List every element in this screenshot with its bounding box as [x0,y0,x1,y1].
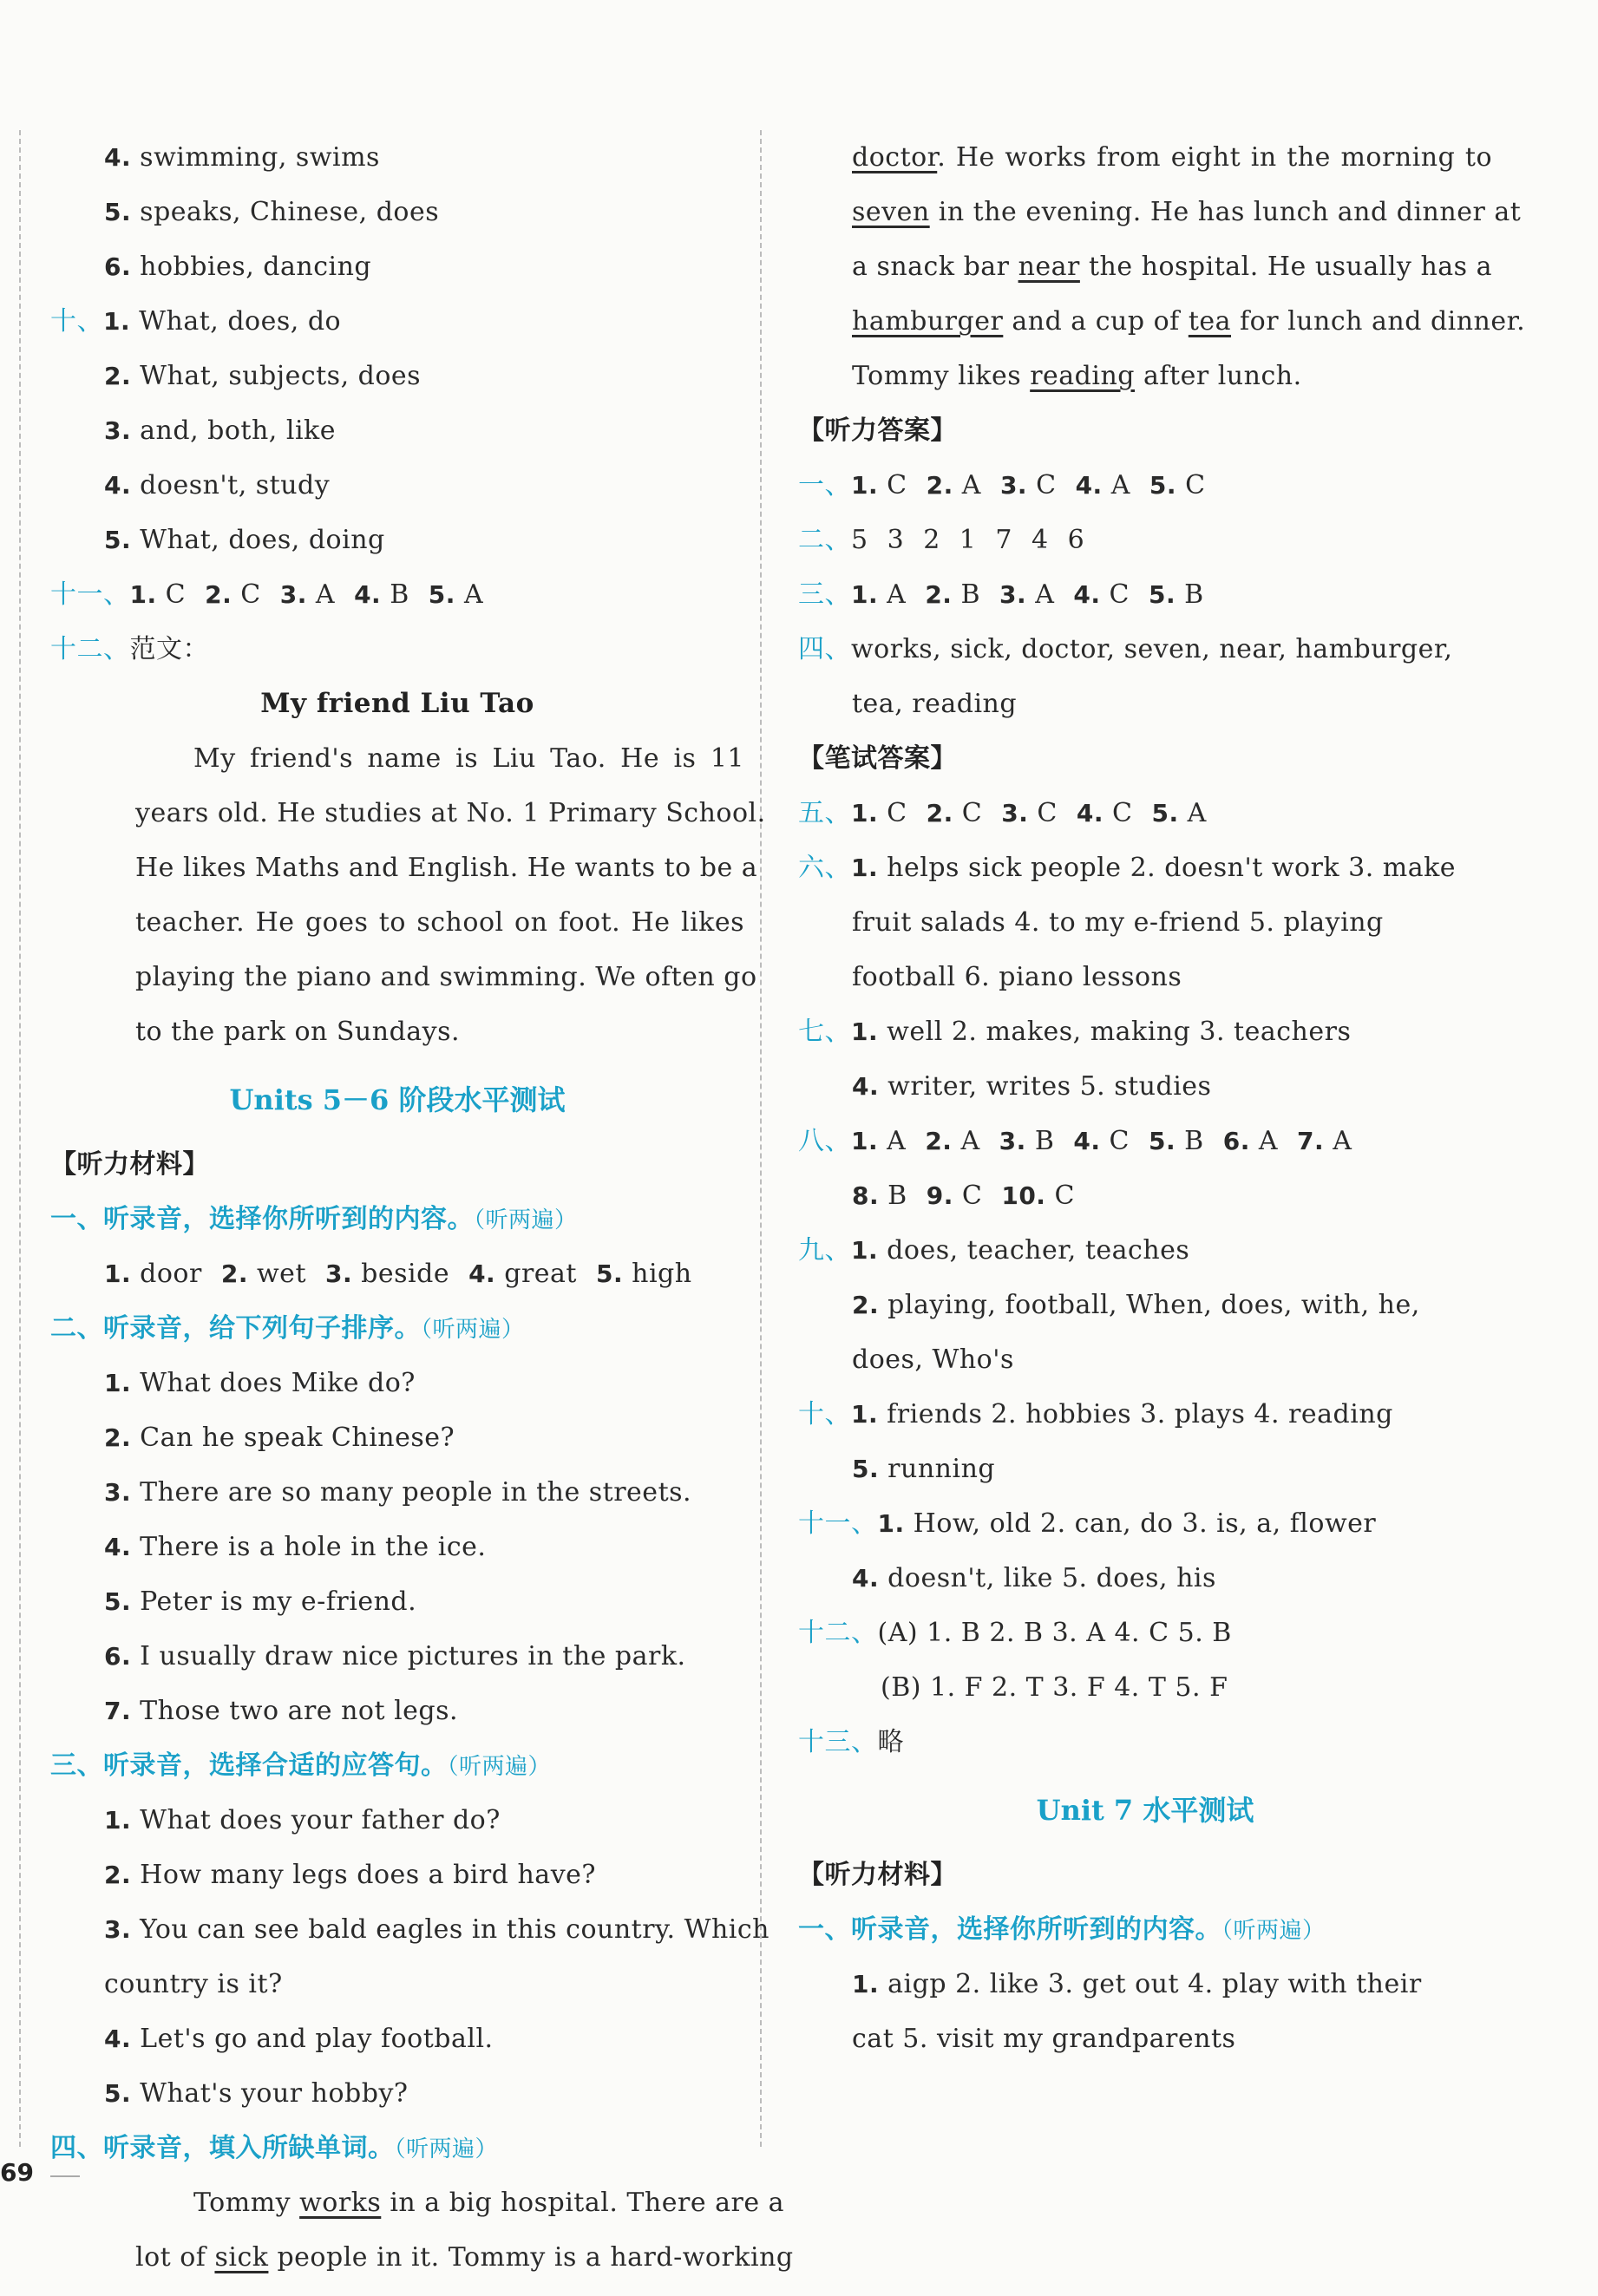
item-text: swimming, swims [140,142,380,173]
left-line-6 [50,458,744,513]
right-line-1: 一、1. C 2. A 3. C 4. A 5. C [798,470,1206,500]
left-line-28: country is it? [104,1969,283,1999]
column-divider-center [760,130,762,2147]
filled-word: seven [852,197,930,227]
item-number: 1. [104,1806,132,1835]
item-text: I usually draw nice pictures in the park. [140,1641,686,1671]
right-column [798,130,1526,2066]
essay-line: He likes Maths and English. He wants to be a [135,853,758,883]
item-text: aigp 2. like 3. get out 4. play with their [887,1969,1422,1999]
bracket-heading: 【笔试答案】 [798,743,957,774]
item-number: 1. [104,1259,132,1288]
left-line-3 [50,294,744,349]
left-line-2 [50,239,744,294]
section-title: Unit 7 水平测试 [1036,1794,1254,1827]
item-number: 7. [104,1697,132,1725]
question-label: 四、 [798,634,851,664]
question-label: 十一、 [50,579,130,610]
right-line-19 [798,1442,1492,1496]
question-heading [798,1902,1492,1957]
filled-word: works [299,2188,382,2218]
item-number: 3. [325,1259,353,1288]
item-text: Can he speak Chinese? [140,1423,455,1453]
item-number: 5. [1149,471,1177,500]
right-line-2 [798,513,1492,567]
item-text: Peter is my e-friend. [140,1586,417,1617]
question-label: 二、 [798,525,851,555]
item-number: 4. [852,1564,880,1593]
item-text: 范文： [129,634,209,664]
right-line-13: 八、1. A 2. A 3. B 4. C 5. B 6. A 7. A [798,1126,1352,1156]
item-value: 3 [887,525,905,555]
right-line-11 [798,1004,1492,1059]
item-text: and, both, like [140,415,336,446]
essay-title: My friend Liu Tao [260,688,534,719]
item-number: 1. [851,799,879,827]
item-number: 4. [104,2025,132,2053]
right-line-18 [798,1387,1492,1442]
question-label: 十二、 [50,634,130,664]
filled-word: tea [1188,306,1232,337]
item-number: 1. [851,1127,879,1155]
item-number: 3. [999,471,1028,500]
item-number: 1. [103,307,131,336]
item-text: What, does, doing [140,525,385,555]
item-number: 4. [104,143,132,172]
item-text: running [887,1454,996,1484]
item-number: 6. [104,252,132,281]
right-line-12 [798,1059,1492,1114]
item-text: What, subjects, does [140,361,422,391]
right-line-29: cat 5. visit my grandparents [852,2024,1236,2054]
item-number: 4. [852,1072,880,1101]
item-text: does, teacher, teaches [887,1235,1190,1266]
item-number: 1. [851,1400,879,1429]
left-line-15: 1. door 2. wet 3. beside 4. great 5. high [104,1259,692,1289]
item-number: 5. [1151,799,1179,827]
item-number: 3. [1001,799,1029,827]
left-line-19 [50,1465,744,1520]
heading-note: （听两遍） [474,1207,578,1233]
item-number: 6. [104,1642,132,1671]
item-text: writer, writes 5. studies [887,1071,1212,1102]
left-line-29 [50,2011,744,2066]
question-label: 七、 [798,1017,851,1047]
item-number: 3. [104,416,132,445]
item-number: 3. [104,1478,132,1507]
item-text: works, sick, doctor, seven, near, hamburger, [851,634,1453,664]
heading-note: （听两遍） [1221,1918,1326,1944]
dictation-line: lot of sick people in it. Tommy is a hard-working [135,2242,794,2273]
item-value: 5 [851,525,868,555]
question-heading [50,1301,744,1356]
item-number: 2. [926,799,953,827]
right-line-7: 五、1. C 2. C 3. C 4. C 5. A [798,798,1207,828]
left-line-8: 十一、1. C 2. C 3. A 4. B 5. A [50,579,484,610]
right-line-23: (B) 1. F 2. T 3. F 4. T 5. F [881,1672,1228,1703]
item-text: helps sick people 2. doesn't work 3. make [887,853,1457,883]
left-line-1 [50,185,744,239]
right-line-5: tea, reading [852,689,1018,719]
left-line-20 [50,1520,744,1574]
heading-note: （听两遍） [394,2136,499,2162]
item-number: 2. [104,1861,132,1889]
item-number: 4. [104,1533,132,1561]
item-number: 3. [279,580,307,609]
left-line-25 [50,1793,744,1848]
item-number: 5. [1149,580,1176,609]
item-number: 5. [104,2079,132,2108]
item-number: 5. [1149,1127,1176,1155]
item-number: 6. [1222,1127,1250,1155]
right-line-16 [798,1278,1492,1332]
item-value: 2 [923,525,940,555]
item-number: 10. [1001,1181,1046,1210]
left-line-4 [50,349,744,403]
item-number: 1. [104,1369,132,1397]
item-text: doesn't, like 5. does, his [887,1563,1216,1593]
bracket-heading: 【听力答案】 [798,415,957,446]
right-line-22 [798,1606,1492,1660]
left-line-7 [50,513,744,567]
item-text: How many legs does a bird have? [140,1860,596,1890]
item-number: 3. [104,1915,132,1944]
item-number: 2. [104,1423,132,1452]
item-text: What does Mike do? [140,1368,416,1398]
right-line-10: football 6. piano lessons [852,962,1182,992]
dictation-line: Tommy works in a big hospital. There are a [193,2188,785,2218]
question-label: 十三、 [798,1727,878,1757]
right-line-17: does, Who's [852,1344,1014,1375]
question-label: 三、 [798,579,851,610]
item-number: 1. [851,1017,879,1046]
item-number: 7. [1297,1127,1325,1155]
bracket-heading: 【听力材料】 [50,1149,209,1180]
item-text: playing, football, When, does, with, he, [887,1290,1420,1320]
left-line-0 [50,130,744,185]
item-number: 2. [104,362,132,390]
item-value: 6 [1067,525,1085,555]
left-line-27 [50,1902,770,1957]
left-line-30 [50,2066,744,2121]
left-line-17 [50,1356,744,1410]
item-number: 5. [428,580,455,609]
item-number: 5. [595,1259,624,1288]
item-number: 2. [925,580,953,609]
item-number: 4. [104,471,132,500]
right-line-3: 三、1. A 2. B 3. A 4. C 5. B [798,579,1204,610]
right-line-9: fruit salads 4. to my e-friend 5. playing [852,907,1384,938]
item-number: 4. [1073,580,1101,609]
item-text: What does your father do? [140,1805,501,1835]
dictation-line: a snack bar near the hospital. He usually has a [852,252,1492,282]
heading-text: 二、听录音，给下列句子排序。 [50,1313,421,1344]
item-number: 2. [205,580,232,609]
left-line-5 [50,403,744,458]
heading-text: 一、听录音，选择你所听到的内容。 [798,1914,1221,1945]
item-number: 4. [1075,471,1103,500]
heading-note: （听两遍） [447,1754,552,1780]
question-heading [50,2121,744,2175]
essay-line: My friend's name is Liu Tao. He is 11 [193,743,744,774]
right-line-14: 8. B 9. C 10. C [852,1181,1075,1211]
item-text: speaks, Chinese, does [140,197,440,227]
left-line-23 [50,1684,744,1738]
filled-word: hamburger [852,306,1004,337]
item-number: 5. [104,526,132,554]
item-number: 1. [877,1509,905,1538]
item-number: 1. [851,471,879,500]
item-number: 8. [852,1181,880,1210]
item-text: well 2. makes, making 3. teachers [887,1017,1352,1047]
item-number: 9. [926,1181,953,1210]
item-text: Let's go and play football. [140,2024,494,2054]
question-label: 一、 [798,470,851,500]
item-value: 1 [959,525,977,555]
item-number: 4. [354,580,382,609]
item-value: 7 [995,525,1012,555]
item-text: There are so many people in the streets. [140,1477,692,1508]
item-number: 5. [852,1455,880,1483]
right-line-15 [798,1223,1492,1278]
left-line-26 [50,1848,744,1902]
left-column [50,130,794,2285]
item-text: What's your hobby? [140,2078,409,2109]
item-number: 3. [999,580,1027,609]
question-label: 十、 [798,1399,851,1429]
item-number: 4. [1073,1127,1101,1155]
question-label: 九、 [798,1235,851,1266]
heading-text: 四、听录音，填入所缺单词。 [50,2133,395,2163]
essay-line: teacher. He goes to school on foot. He likes [135,907,744,938]
left-line-9 [50,622,744,677]
page-number-rule [50,2175,80,2177]
right-line-24 [798,1715,1492,1769]
question-heading [50,1738,744,1793]
item-number: 4. [1076,799,1104,827]
filled-word: reading [1030,361,1135,391]
dictation-line: Tommy likes reading after lunch. [852,361,1302,391]
item-number: 5. [104,1587,132,1616]
essay-line: playing the piano and swimming. We often go [135,962,757,992]
left-line-22 [50,1629,744,1684]
left-line-18 [50,1410,744,1465]
item-text: friends 2. hobbies 3. plays 4. reading [887,1399,1393,1429]
heading-text: 三、听录音，选择合适的应答句。 [50,1750,448,1781]
question-label: 十二、 [798,1618,878,1648]
item-number: 1. [851,854,879,882]
right-line-8 [798,841,1492,895]
item-number: 5. [104,198,132,226]
page-number: 69 [0,2158,34,2187]
question-label: 五、 [798,798,851,828]
essay-line: to the park on Sundays. [135,1017,461,1047]
item-number: 1. [851,1236,879,1265]
item-number: 2. [220,1259,248,1288]
item-number: 2. [926,471,953,500]
item-number: 1. [851,580,879,609]
dictation-line: seven in the evening. He has lunch and dinner at [852,197,1522,227]
section-title: Units 5－6 阶段水平测试 [229,1083,566,1116]
column-divider-left [19,130,21,2147]
question-label: 八、 [798,1126,851,1156]
item-text: You can see bald eagles in this country. Which [140,1914,770,1945]
item-text: doesn't, study [140,470,331,500]
right-line-28 [798,1957,1492,2011]
item-number: 3. [999,1127,1026,1155]
item-text: How, old 2. can, do 3. is, a, flower [913,1508,1377,1539]
item-text: (A) 1. B 2. B 3. A 4. C 5. B [877,1618,1232,1648]
left-line-21 [50,1574,744,1629]
right-line-20 [798,1496,1492,1551]
item-number: 4. [468,1259,496,1288]
heading-note: （听两遍） [421,1317,525,1343]
item-text: hobbies, dancing [140,252,372,282]
essay-line: years old. He studies at No. 1 Primary School. [135,798,766,828]
question-label: 十一、 [798,1508,878,1539]
filled-word: doctor [852,142,938,173]
item-text: There is a hole in the ice. [140,1532,487,1562]
bracket-heading: 【听力材料】 [798,1860,957,1890]
question-label: 十、 [50,306,103,337]
item-number: 2. [852,1291,880,1319]
right-line-4 [798,622,1492,677]
item-number: 2. [925,1127,953,1155]
item-text: What, does, do [139,306,342,337]
item-number: 1. [129,580,157,609]
filled-word: near [1018,252,1080,282]
dictation-line: doctor. He works from eight in the morning to [852,142,1492,173]
question-label: 六、 [798,853,851,883]
heading-text: 一、听录音，选择你所听到的内容。 [50,1204,474,1234]
right-line-21 [798,1551,1492,1606]
question-heading [50,1192,744,1246]
dictation-line: hamburger and a cup of tea for lunch and dinner. [852,306,1526,337]
filled-word: sick [214,2242,269,2273]
item-value: 4 [1031,525,1049,555]
item-text: 略 [877,1727,904,1757]
item-number: 1. [852,1970,880,1998]
item-text: Those two are not legs. [140,1696,459,1726]
